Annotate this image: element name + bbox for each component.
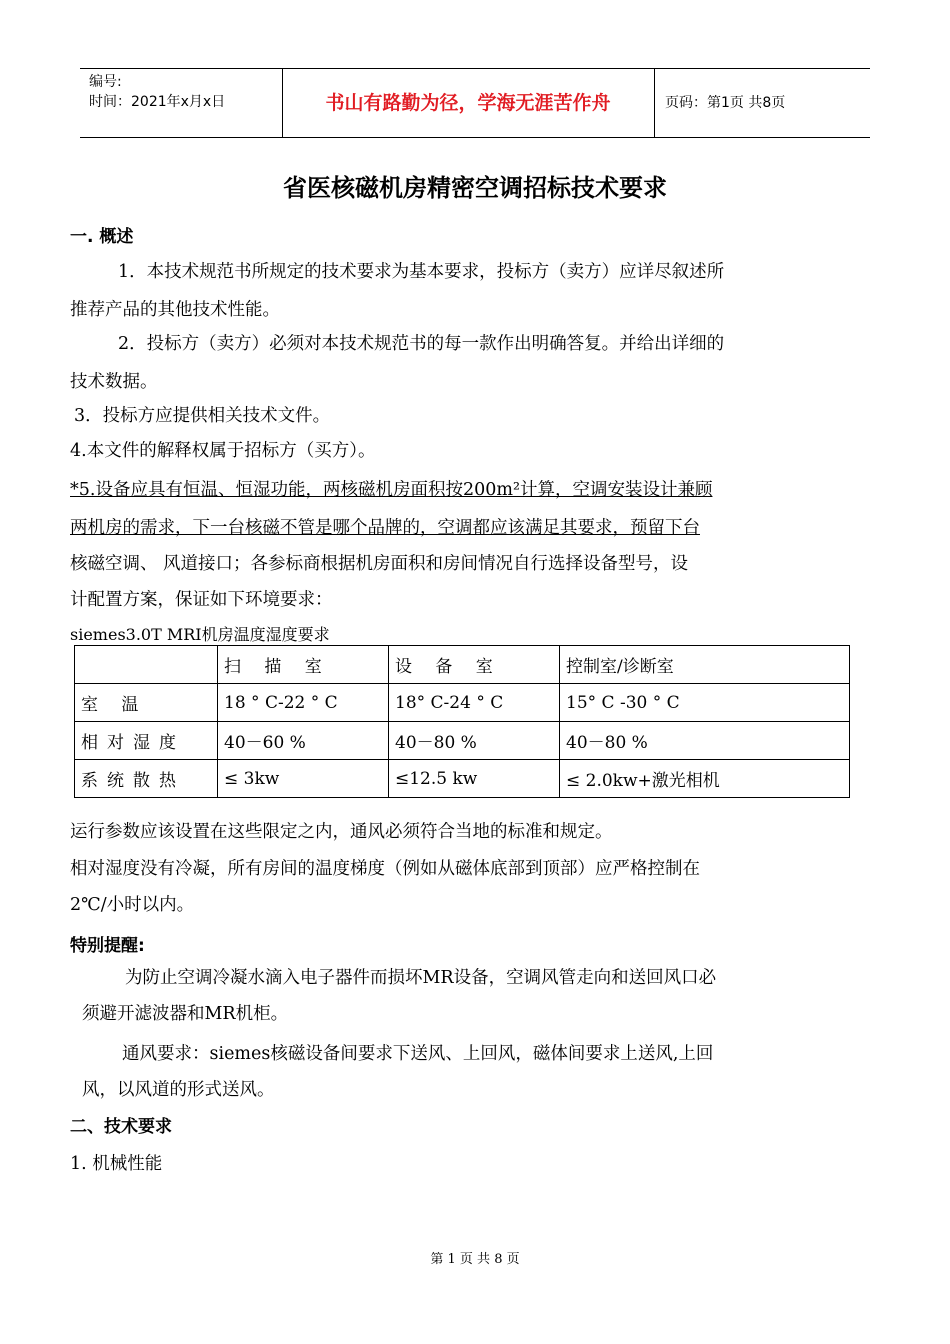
special-heading: 特别提醒: <box>70 936 145 956</box>
after-table-line3: 2℃/小时以内。 <box>70 895 195 915</box>
para5-line1: *5.设备应具有恒温、恒湿功能，两核磁机房面积按200m²计算，空调安装设计兼顾 <box>70 480 713 500</box>
page-footer: 第 1 页 共 8 页 <box>430 1252 520 1267</box>
after-table-line2: 相对湿度没有冷凝，所有房间的温度梯度（例如从磁体底部到顶部）应严格控制在 <box>70 859 700 879</box>
document-title: 省医核磁机房精密空调招标技术要求 <box>283 174 667 202</box>
para5-line2: 两机房的需求，下一台核磁不管是哪个品牌的，空调都应该满足其要求，预留下台 <box>70 518 700 538</box>
table-cell: ≤ 3kw <box>218 760 389 798</box>
environment-table <box>74 645 850 798</box>
header-meta <box>80 69 283 137</box>
section1-heading: 一. 概述 <box>70 227 134 247</box>
table-header-cell: 设 备 室 <box>389 646 560 684</box>
para5-line3: 核磁空调、 风道接口；各参标商根据机房面积和房间情况自行选择设备型号，设 <box>70 554 689 574</box>
table-cell: ≤ 2.0kw+激光相机 <box>560 760 850 798</box>
after-table-line1: 运行参数应该设置在这些限定之内，通风必须符合当地的标准和规定。 <box>70 822 613 842</box>
page-header <box>80 68 870 138</box>
table-row <box>75 722 850 760</box>
special-para2-line2: 风，以风道的形式送风。 <box>82 1080 275 1100</box>
para1-line2: 推荐产品的其他技术性能。 <box>70 300 280 320</box>
special-para2-line1: 通风要求：siemes核磁设备间要求下送风、上回风，磁体间要求上送风,上回 <box>122 1044 714 1064</box>
table-row <box>75 684 850 722</box>
table-cell: 室 温 <box>75 684 218 722</box>
special-para1-line2: 须避开滤波器和MR机柜。 <box>82 1004 289 1024</box>
section2-heading: 二、技术要求 <box>70 1117 172 1137</box>
table-caption: siemes3.0T MRI机房温度湿度要求 <box>70 625 330 644</box>
para5-line4: 计配置方案，保证如下环境要求： <box>70 590 333 610</box>
table-cell: ≤12.5 kw <box>389 760 560 798</box>
time-label: 时间：2021年x月x日 <box>89 94 226 110</box>
table-header-row <box>75 646 850 684</box>
table-header-cell: 控制室/诊断室 <box>560 646 850 684</box>
number-label: 编号: <box>89 74 122 90</box>
table-row <box>75 760 850 798</box>
para1-line1: 1．本技术规范书所规定的技术要求为基本要求，投标方（卖方）应详尽叙述所 <box>118 262 725 282</box>
para2-line2: 技术数据。 <box>70 372 158 392</box>
header-page-info: 页码：第1页 共8页 <box>665 95 786 111</box>
table-header-cell <box>75 646 218 684</box>
table-cell: 40－80 % <box>389 722 560 760</box>
special-para1-line1: 为防止空调冷凝水滴入电子器件而损坏MR设备，空调风管走向和送回风口必 <box>125 968 717 988</box>
para2-line1: 2．投标方（卖方）必须对本技术规范书的每一款作出明确答复。并给出详细的 <box>118 334 725 354</box>
para4: 4.本文件的解释权属于招标方（买方）。 <box>70 441 376 461</box>
table-cell: 相对湿度 <box>75 722 218 760</box>
table-cell: 18° C-24 ° C <box>389 684 560 722</box>
header-motto: 书山有路勤为径，学海无涯苦作舟 <box>282 69 655 137</box>
table-cell: 40－80 % <box>560 722 850 760</box>
table-header-cell: 扫 描 室 <box>218 646 389 684</box>
section2-item1: 1. 机械性能 <box>70 1154 163 1174</box>
table-cell: 18 ° C-22 ° C <box>218 684 389 722</box>
table-cell: 系统散热 <box>75 760 218 798</box>
para3: 3．投标方应提供相关技术文件。 <box>74 406 331 426</box>
table-cell: 40－60 % <box>218 722 389 760</box>
table-cell: 15° C -30 ° C <box>560 684 850 722</box>
